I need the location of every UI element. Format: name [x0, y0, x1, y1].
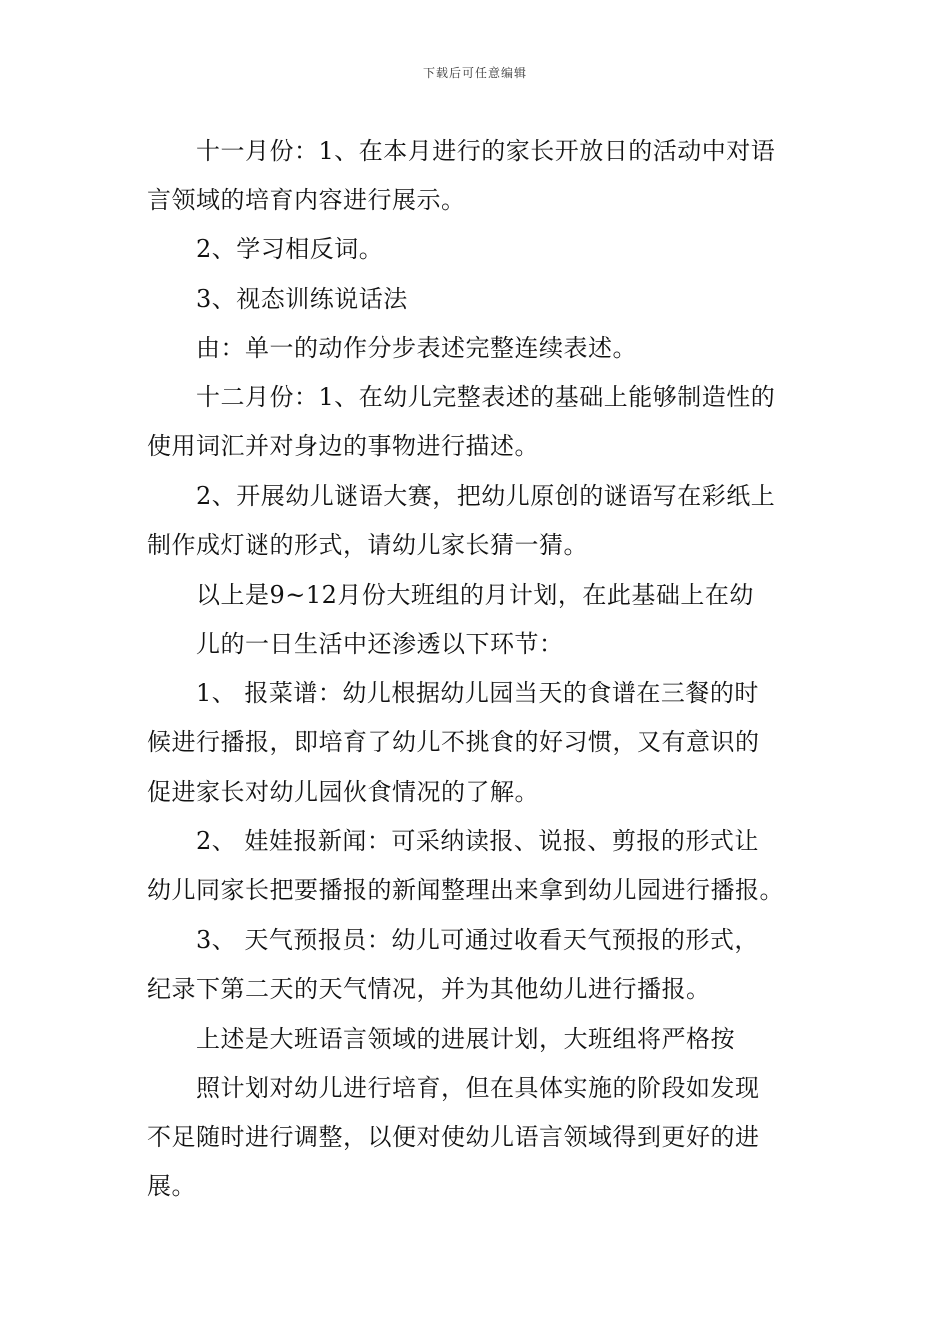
paragraph-line: 由：单一的动作分步表述完整连续表述。	[196, 334, 637, 362]
paragraph-line: 十一月份：1、在本月进行的家长开放日的活动中对语	[196, 137, 776, 165]
paragraph-line: 不足随时进行调整，以便对使幼儿语言领域得到更好的进	[147, 1123, 760, 1151]
paragraph-line: 候进行播报，即培育了幼儿不挑食的好习惯，又有意识的	[147, 728, 760, 756]
paragraph-line: 以上是9~12月份大班组的月计划，在此基础上在幼	[196, 581, 754, 609]
page-header: 下载后可任意编辑	[422, 66, 527, 80]
paragraph-line: 照计划对幼儿进行培育，但在具体实施的阶段如发现	[196, 1074, 760, 1102]
paragraph-line: 1、 报菜谱：幼儿根据幼儿园当天的食谱在三餐的时	[196, 679, 759, 707]
paragraph-line: 纪录下第二天的天气情况，并为其他幼儿进行播报。	[147, 975, 711, 1003]
paragraph-line: 言领域的培育内容进行展示。	[147, 186, 466, 214]
paragraph-line: 十二月份：1、在幼儿完整表述的基础上能够制造性的	[196, 383, 776, 411]
paragraph-line: 使用词汇并对身边的事物进行描述。	[147, 432, 539, 460]
paragraph-line: 2、 娃娃报新闻：可采纳读报、说报、剪报的形式让	[196, 827, 759, 855]
paragraph-line: 上述是大班语言领域的进展计划，大班组将严格按	[196, 1025, 735, 1053]
paragraph-line: 儿的一日生活中还渗透以下环节：	[196, 630, 564, 658]
paragraph-line: 3、视态训练说话法	[196, 285, 408, 313]
paragraph-line: 幼儿同家长把要播报的新闻整理出来拿到幼儿园进行播报。	[147, 876, 784, 904]
paragraph-line: 3、 天气预报员：幼儿可通过收看天气预报的形式，	[196, 926, 759, 954]
paragraph-line: 制作成灯谜的形式，请幼儿家长猜一猜。	[147, 531, 588, 559]
paragraph-line: 展。	[147, 1172, 196, 1200]
paragraph-line: 2、开展幼儿谜语大赛，把幼儿原创的谜语写在彩纸上	[196, 482, 776, 510]
paragraph-line: 2、学习相反词。	[196, 235, 384, 263]
paragraph-line: 促进家长对幼儿园伙食情况的了解。	[147, 778, 539, 806]
